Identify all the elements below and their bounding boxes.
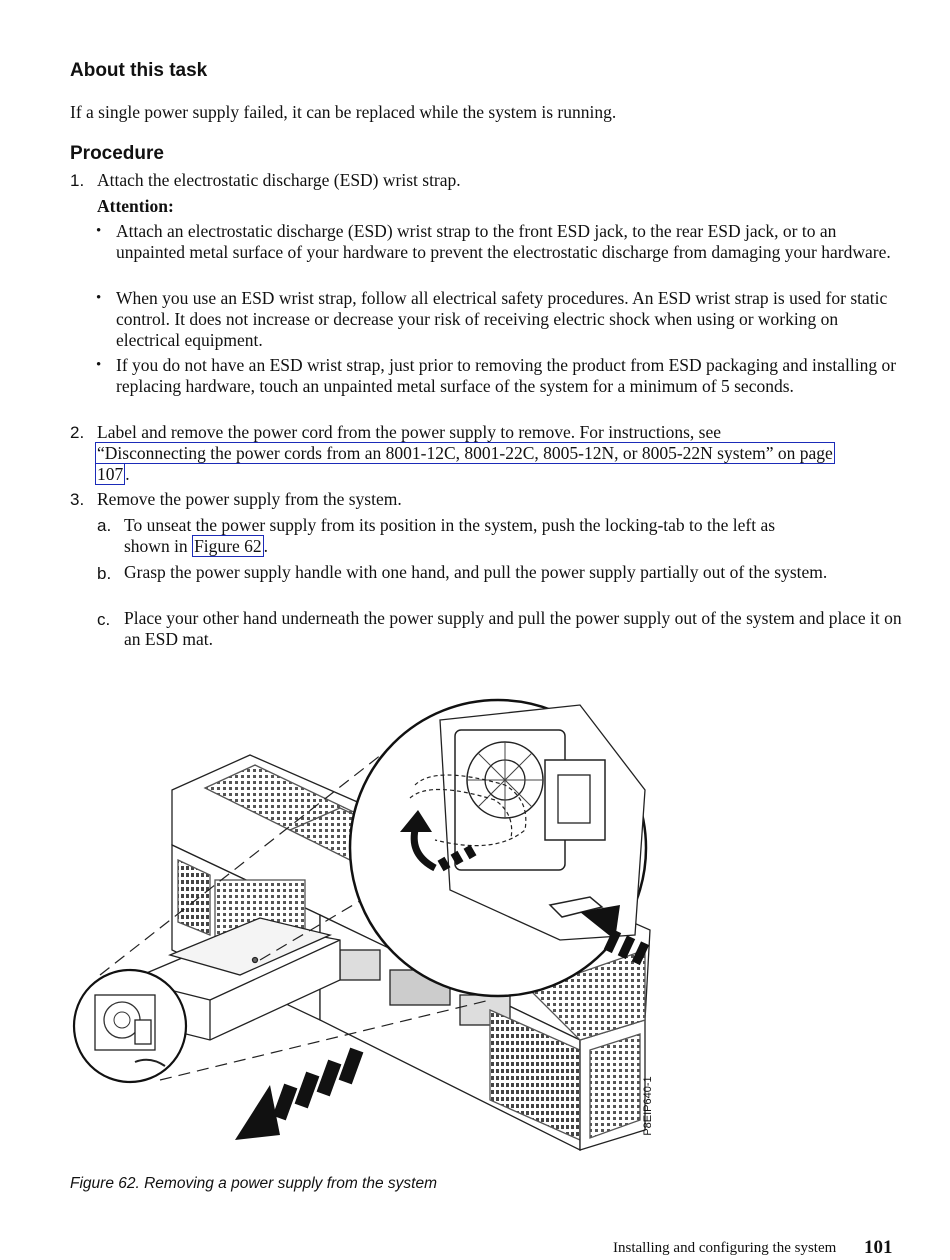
step-2-text: Label and remove the power cord from the power supply to remove. For instructions, see: [97, 422, 721, 442]
step-2-end: .: [125, 464, 130, 484]
step-3-number: 3.: [70, 490, 85, 509]
procedure-heading: Procedure: [70, 143, 164, 164]
bullet-marker: •: [96, 357, 102, 373]
substep-c-text: Place your other hand underneath the power supply and pull the power supply out of the system and place it on an ESD mat.: [124, 608, 902, 649]
substep-a-letter: a.: [97, 516, 112, 535]
figure-caption: Figure 62. Removing a power supply from the system: [70, 1175, 437, 1192]
handle-inset-circle: [74, 970, 186, 1082]
substep-b-letter: b.: [97, 564, 112, 583]
bullet-marker: •: [96, 290, 102, 306]
substep-a-line2: [124, 536, 268, 557]
step-2-link-block-2: [95, 464, 130, 485]
attention-label: Attention:: [97, 196, 174, 216]
step-1-text: Attach the electrostatic discharge (ESD) wrist strap.: [97, 170, 461, 190]
figure-62-link[interactable]: Figure 62: [194, 536, 262, 556]
substep-a-pre: shown in: [124, 536, 188, 556]
substep-a-post: .: [263, 536, 269, 556]
attention-bullet-1: Attach an electrostatic discharge (ESD) wrist strap to the front ESD jack, to the rear ESD jack, or to an unpainted metal surface of your hardware to prevent the electrostatic discharge from damaging your hardware.: [116, 221, 891, 262]
magnified-detail-circle: [350, 700, 646, 996]
step-2-link-block: [95, 443, 835, 464]
bullet-marker: •: [96, 223, 102, 239]
step-2-number: 2.: [70, 423, 85, 442]
figure-id-label: P8EIP640-1: [642, 1076, 654, 1136]
attention-bullet-3: If you do not have an ESD wrist strap, just prior to removing the product from ESD packaging and installing or replacing hardware, touch an unpainted metal surface of the system for a minimum of 5 seconds.: [116, 355, 897, 396]
about-heading: About this task: [70, 60, 208, 81]
disconnect-power-cords-link[interactable]: “Disconnecting the power cords from an 8001-12C, 8001-22C, 8005-12N, or 8005-22N system” on page: [97, 443, 833, 463]
page-number: 101: [864, 1237, 893, 1258]
about-text: If a single power supply failed, it can be replaced while the system is running.: [70, 102, 617, 122]
step-1-number: 1.: [70, 171, 85, 190]
pull-out-arrow-icon: [235, 1048, 363, 1140]
power-supply-removal-illustration: [60, 690, 680, 1170]
footer-section-title: Installing and configuring the system: [613, 1240, 837, 1256]
substep-b-text: Grasp the power supply handle with one hand, and pull the power supply partially out of the system.: [124, 562, 828, 582]
step-3-text: Remove the power supply from the system.: [97, 489, 402, 509]
substep-a-line1: To unseat the power supply from its position in the system, push the locking-tab to the left as: [124, 515, 776, 535]
page-107-link[interactable]: 107: [97, 464, 124, 484]
attention-bullet-2: When you use an ESD wrist strap, follow all electrical safety procedures. An ESD wrist strap is used for static control. It does not increase or decrease your risk of receiving electric shock when using or working on electrical equipment.: [116, 288, 888, 350]
substep-c-letter: c.: [97, 610, 111, 629]
